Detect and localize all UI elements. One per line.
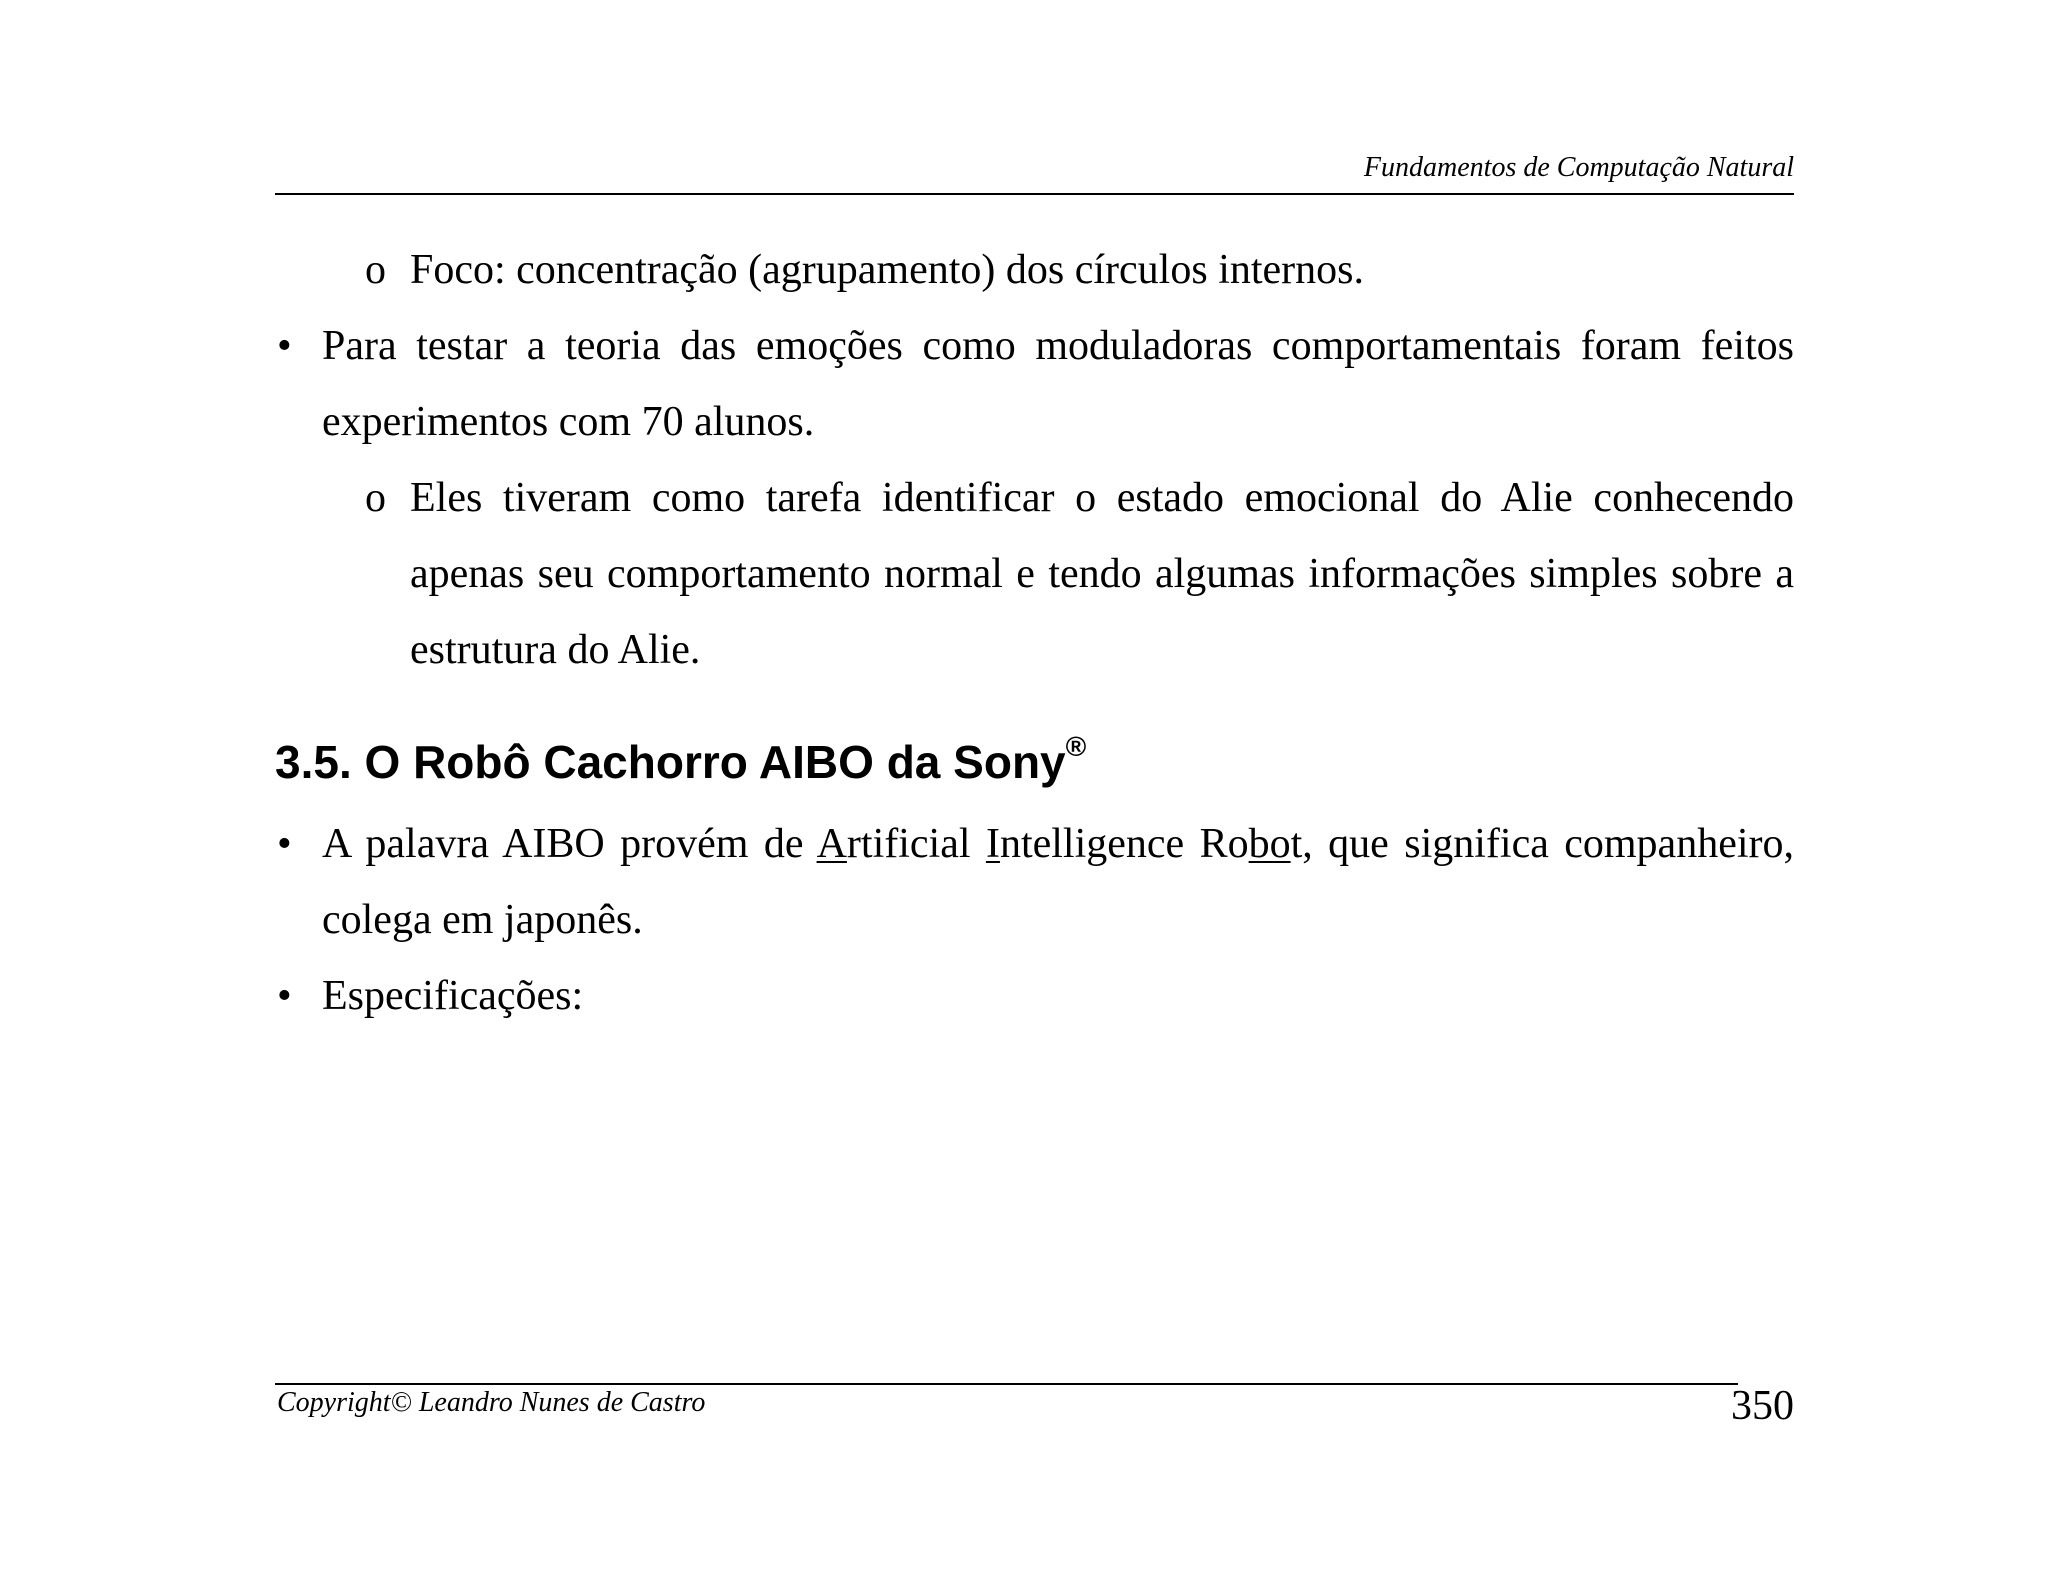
list-item [275,460,1794,688]
section-number: 3.5. [275,736,352,788]
footer-copyright: Copyright© Leandro Nunes de Castro [277,1387,706,1418]
list-item [275,958,1794,1034]
underlined-letter: I [985,821,1000,867]
section-heading [275,732,1794,792]
section-title: O Robô Cachorro AIBO da Sony [364,736,1066,788]
list-item-text: Eles tiveram como tarefa identificar o estado emocional do Alie conhecendo apenas seu comportamento normal e tendo algumas informações simples sobre a estrutura do Alie. [410,475,1794,673]
registered-mark: ® [1065,731,1087,762]
list-item-text: Especificações: [322,973,584,1019]
sub-bullet-marker: o [365,475,386,521]
list-item [275,806,1794,958]
list-item [275,308,1794,460]
text-fragment: ntelligence Ro [999,821,1249,867]
text-fragment: t, que significa companheiro, colega em japonês. [322,821,1794,943]
bullet-marker: • [277,973,292,1019]
running-header: Fundamentos de Computação Natural [1363,152,1794,183]
list-item-text: Para testar a teoria das emoções como moduladoras comportamentais foram feitos experimentos com 70 alunos. [322,323,1794,445]
text-fragment: rtificial [846,821,986,867]
list-item-text [322,821,1794,943]
list-item-text: Foco: concentração (agrupamento) dos círculos internos. [410,247,1365,293]
page-number: 350 [1731,1383,1794,1429]
underlined-letter: A [816,821,847,867]
header-rule [275,193,1794,195]
underlined-letters: bo [1248,821,1291,867]
bullet-marker: • [277,821,292,867]
bullet-marker: • [277,323,292,369]
text-fragment: A palavra AIBO provém de [322,821,817,867]
list-item [275,232,1794,308]
sub-bullet-marker: o [365,247,386,293]
page-content [275,232,1794,1034]
